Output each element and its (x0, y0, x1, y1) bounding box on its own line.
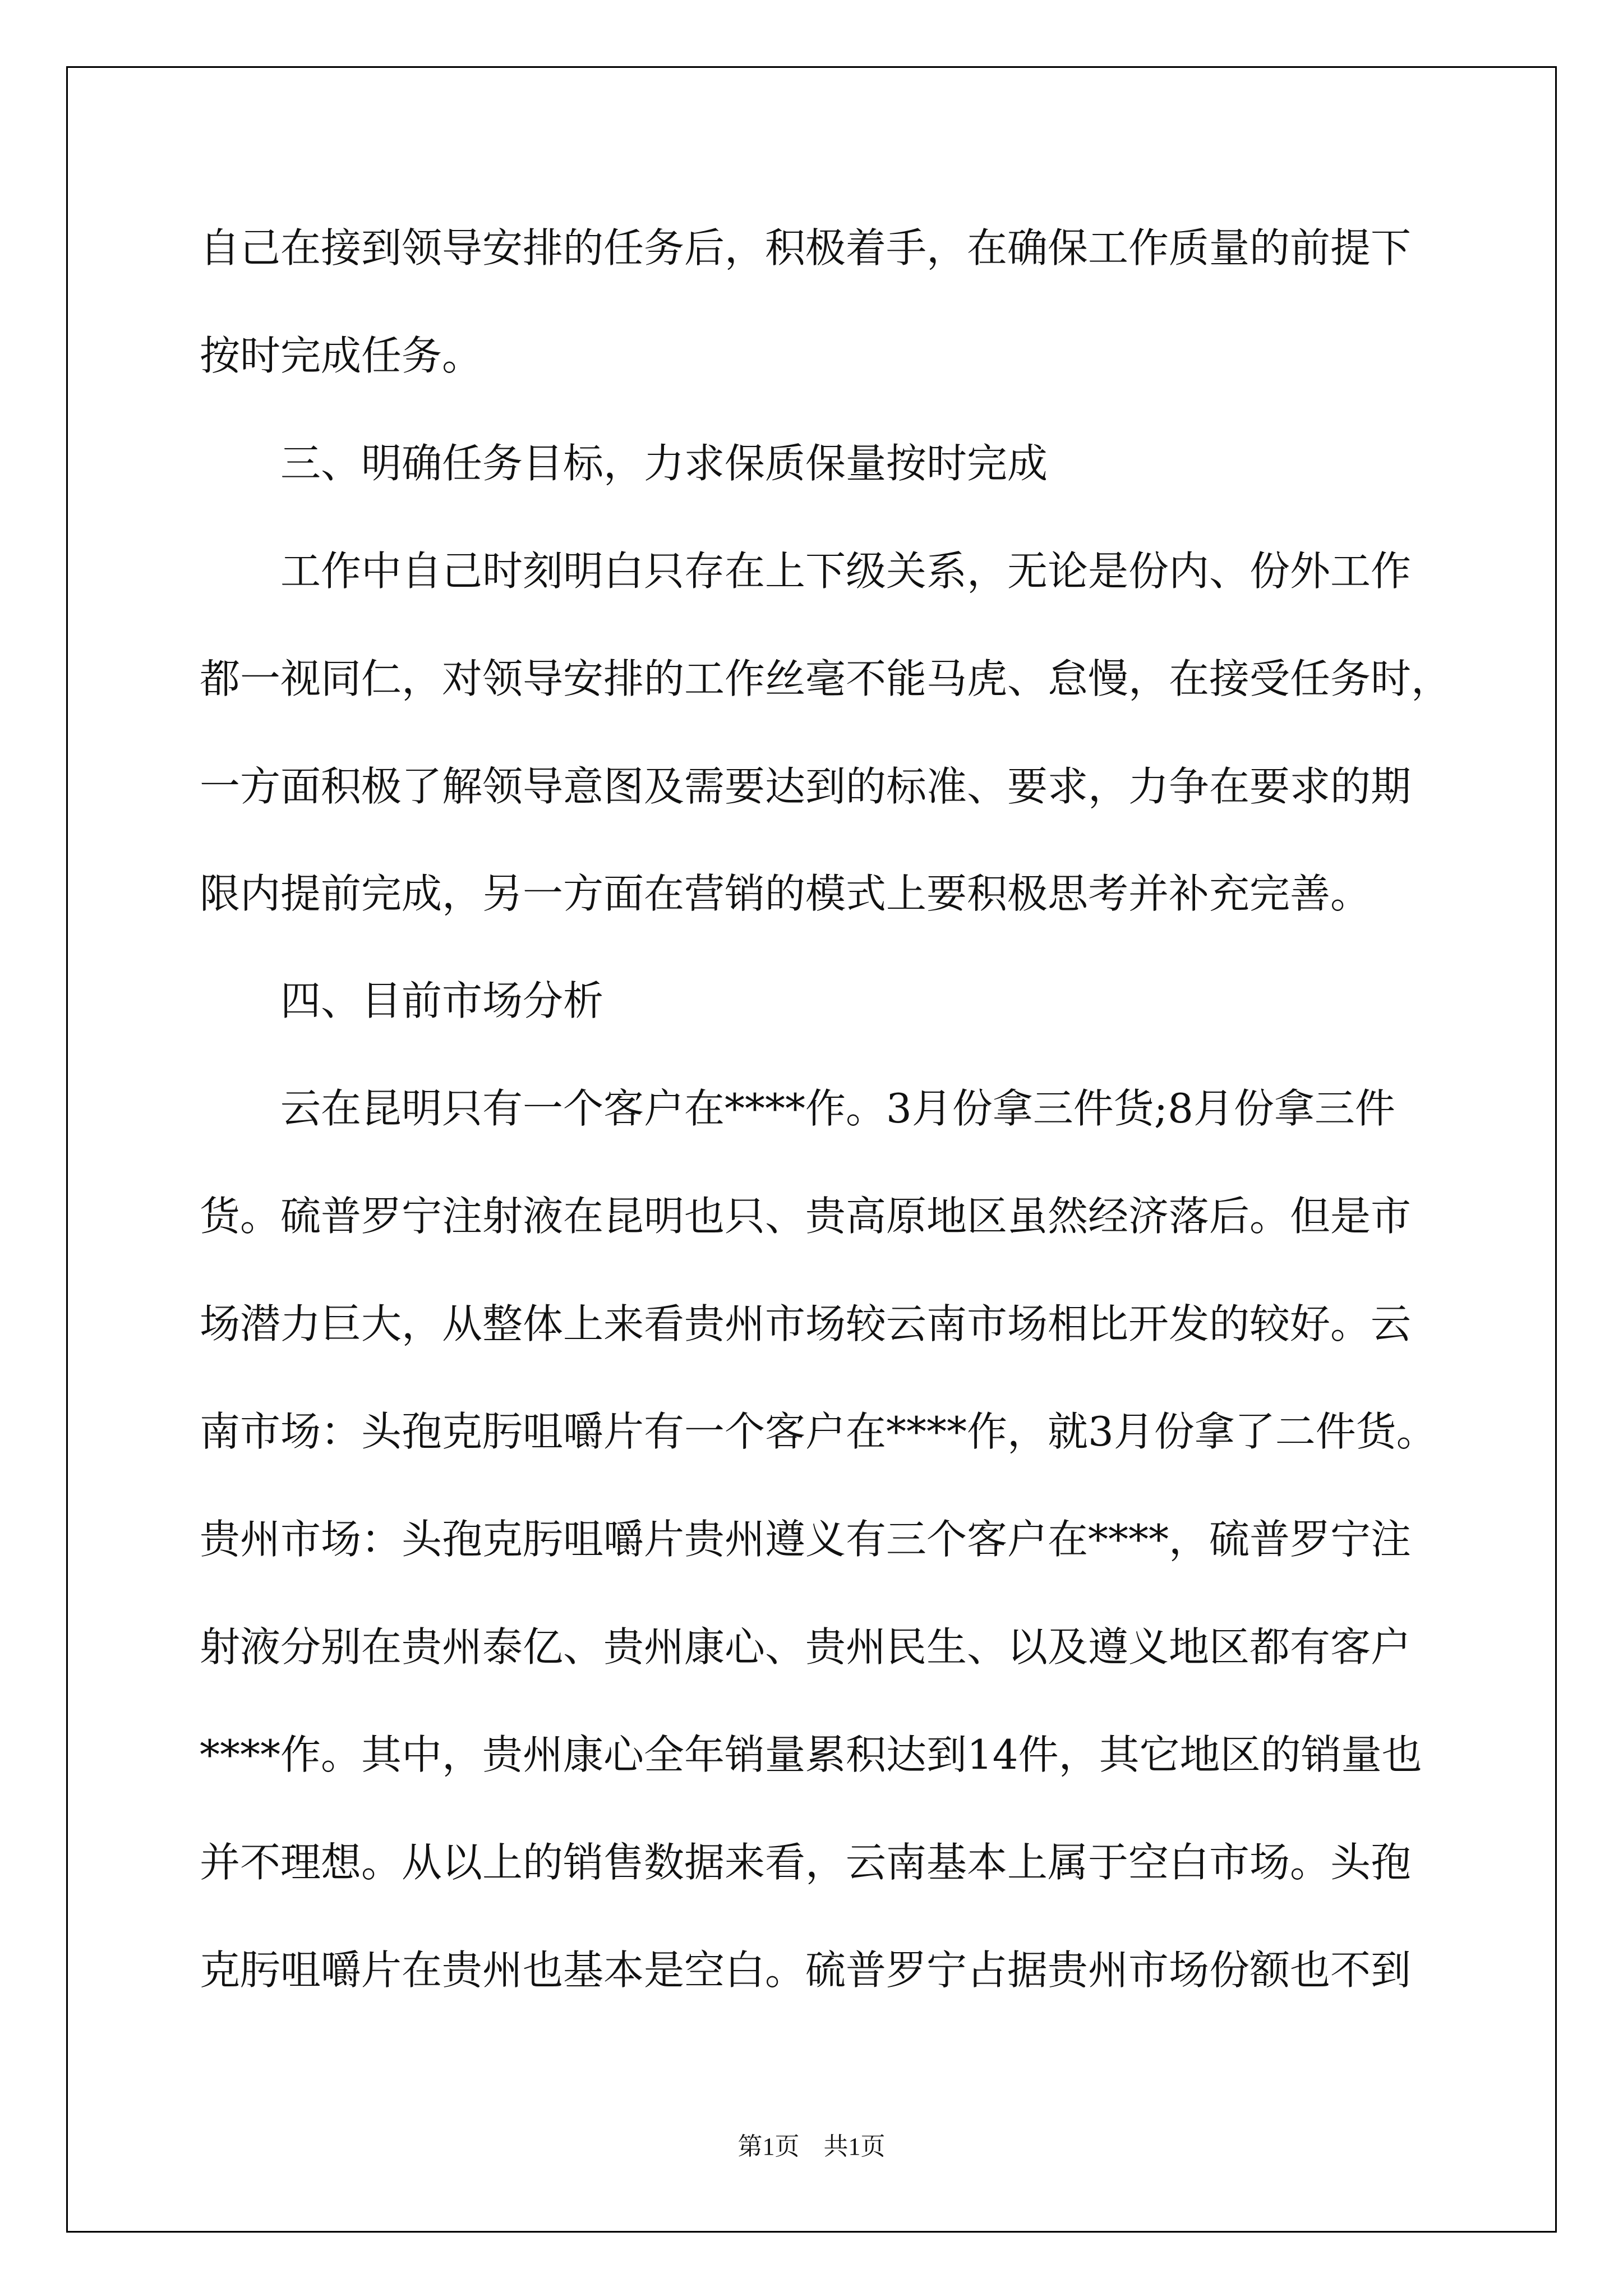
paragraph-line: 南市场：头孢克肟咀嚼片有一个客户在****作，就3月份拿了二件货。 (200, 1408, 1437, 1455)
paragraph-line: 云在昆明只有一个客户在****作。3月份拿三件货;8月份拿三件 (280, 1085, 1395, 1132)
paragraph-line: 限内提前完成，另一方面在营销的模式上要积极思考并补充完善。 (200, 870, 1371, 917)
page-border (66, 66, 1557, 2233)
page-total: 共1页 (823, 2133, 886, 2160)
section-heading: 四、目前市场分析 (280, 977, 604, 1024)
paragraph-line: 按时完成任务。 (200, 332, 483, 379)
paragraph-line: ****作。其中，贵州康心全年销量累积达到14件，其它地区的销量也 (200, 1731, 1422, 1778)
paragraph-line: 贵州市场：头孢克肟咀嚼片贵州遵义有三个客户在****，硫普罗宁注 (200, 1516, 1412, 1563)
paragraph-line: 自己在接到领导安排的任务后，积极着手，在确保工作质量的前提下 (200, 224, 1412, 272)
paragraph-line: 并不理想。从以上的销售数据来看，云南基本上属于空白市场。头孢 (200, 1839, 1412, 1886)
paragraph-line: 场潜力巨大，从整体上来看贵州市场较云南市场相比开发的较好。云 (200, 1300, 1412, 1347)
page-footer (0, 2126, 1623, 2162)
paragraph-line: 工作中自己时刻明白只存在上下级关系，无论是份内、份外工作 (280, 547, 1412, 595)
paragraph-line: 货。硫普罗宁注射液在昆明也只、贵高原地区虽然经济落后。但是市 (200, 1193, 1412, 1240)
paragraph-line: 都一视同仁，对领导安排的工作丝毫不能马虎、怠慢，在接受任务时， (200, 655, 1452, 702)
section-heading: 三、明确任务目标，力求保质保量按时完成 (280, 440, 1048, 487)
page-number: 第1页 (737, 2133, 800, 2160)
paragraph-line: 一方面积极了解领导意图及需要达到的标准、要求，力争在要求的期 (200, 763, 1412, 810)
paragraph-line: 克肟咀嚼片在贵州也基本是空白。硫普罗宁占据贵州市场份额也不到 (200, 1947, 1412, 1994)
paragraph-line: 射液分别在贵州泰亿、贵州康心、贵州民生、以及遵义地区都有客户 (200, 1623, 1412, 1671)
